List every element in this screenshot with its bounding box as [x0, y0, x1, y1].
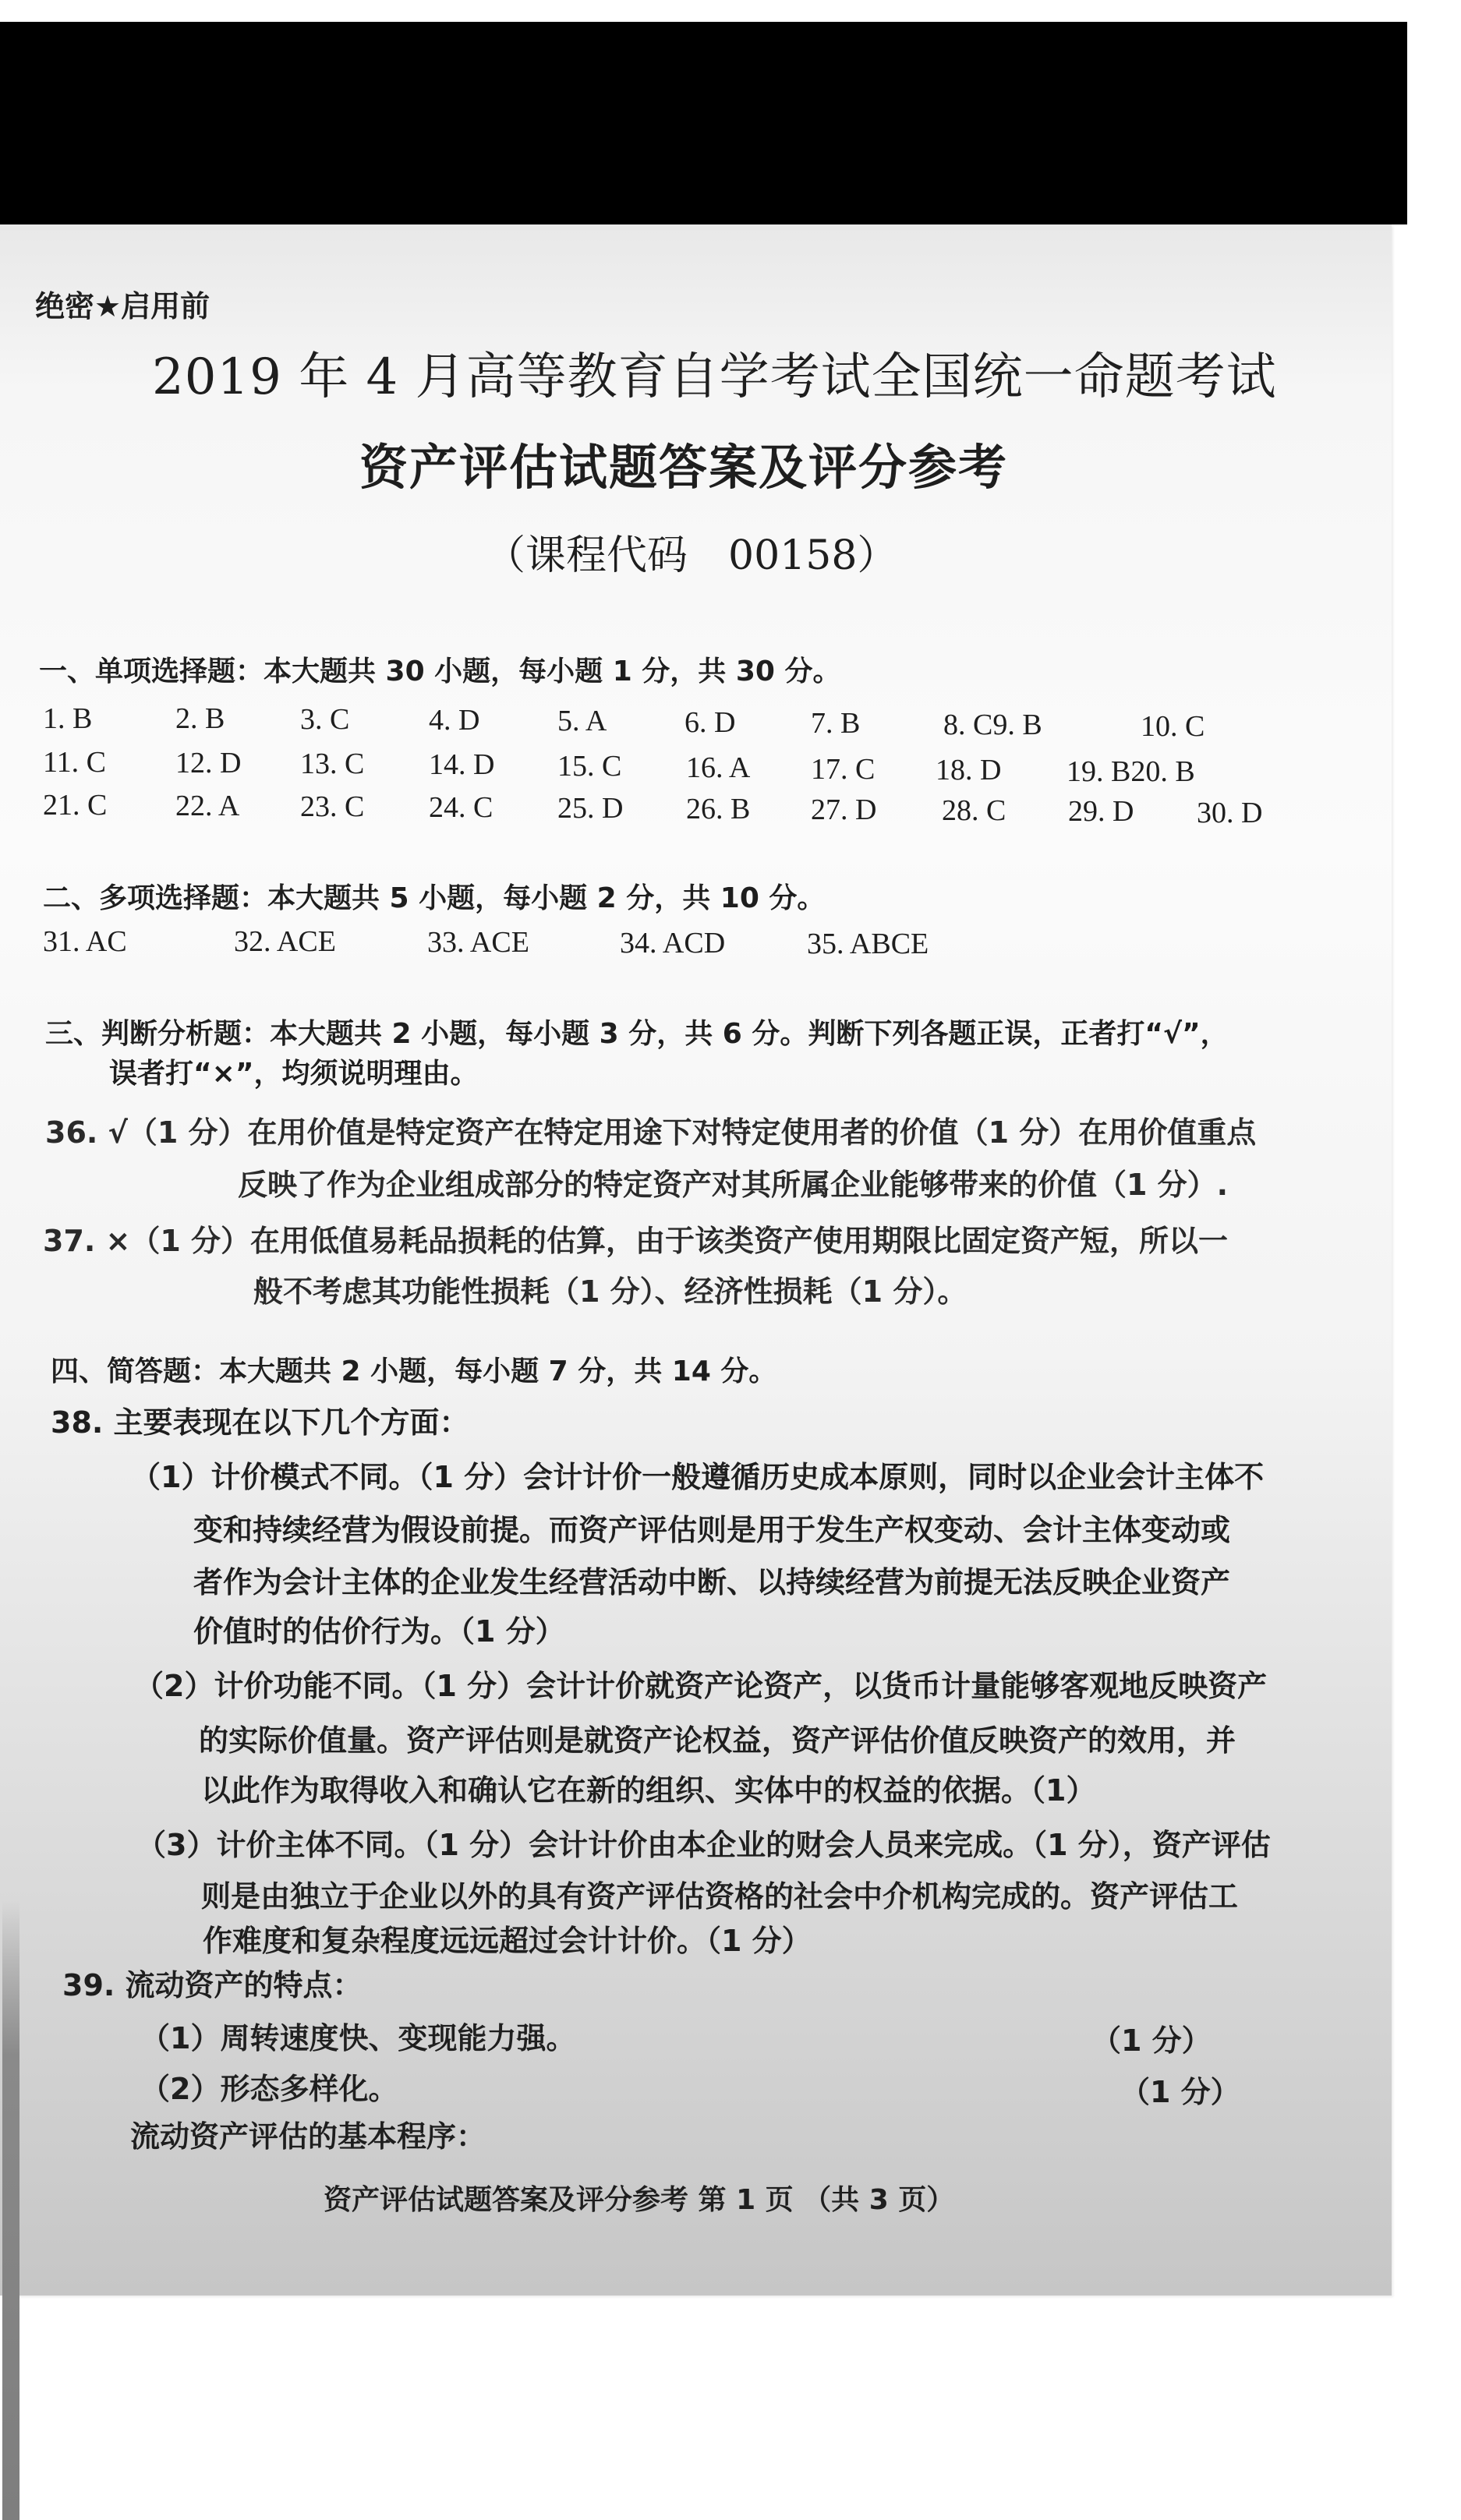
answer-item: 15. C [557, 750, 622, 783]
answer-item: 30. D [1197, 797, 1263, 829]
q39-procedure-heading: 流动资产评估的基本程序： [130, 2119, 486, 2154]
q38-point-line: （3）计价主体不同。（1 分）会计计价由本企业的财会人员来完成。（1 分），资产评估 [136, 1828, 1271, 1862]
section3-heading-cont: 误者打“×”，均须说明理由。 [109, 1058, 479, 1090]
answer-item: 29. D [1068, 795, 1134, 828]
answer-item: 10. C [1141, 710, 1205, 743]
answer-item: 13. C [300, 748, 365, 780]
section1-heading: 一、单项选择题：本大题共 30 小题，每小题 1 分，共 30 分。 [39, 656, 841, 687]
answer-item: 4. D [429, 704, 480, 737]
answer-item: 3. C [300, 703, 350, 736]
classification-label: 绝密★启用前 [35, 289, 210, 323]
section4-heading: 四、简答题：本大题共 2 小题，每小题 7 分，共 14 分。 [51, 1355, 777, 1387]
answer-item: 26. B [686, 793, 751, 825]
q39-point-text: （2）形态多样化。 [140, 2072, 398, 2106]
answer-item: 1. B [43, 702, 93, 735]
q39-point-score: （1 分） [1120, 2075, 1240, 2109]
answer-item: 23. C [300, 790, 365, 823]
answer-item: 12. D [175, 747, 242, 779]
q38-point-line: 的实际价值量。资产评估则是就资产论权益，资产评估价值反映资产的效用，并 [199, 1723, 1236, 1758]
q38-point-line: 则是由独立于企业以外的具有资产评估资格的社会中介机构完成的。资产评估工 [201, 1879, 1239, 1914]
q38-point-line: 以此作为取得收入和确认它在新的组织、实体中的权益的依据。（1） [201, 1773, 1096, 1808]
answer-item: 32. ACE [234, 925, 336, 958]
answer-item: 5. A [557, 705, 607, 737]
answer-item: 33. ACE [427, 926, 529, 959]
answer-item: 21. C [43, 789, 108, 822]
q36-answer: 36. √（1 分）在用价值是特定资产在特定用途下对特定使用者的价值（1 分）在用价值重点 [45, 1115, 1257, 1150]
answer-item: 25. D [557, 792, 624, 825]
q38-point-line: （2）计价功能不同。（1 分）会计计价就资产论资产，以货币计量能够客观地反映资产 [134, 1669, 1268, 1703]
q38-intro: 38. 主要表现在以下几个方面： [51, 1405, 469, 1440]
answer-item: 18. D [936, 754, 1002, 786]
q39-point-text: （1）周转速度快、变现能力强。 [140, 2021, 576, 2055]
answer-item: 11. C [43, 746, 106, 779]
answer-item: 27. D [811, 793, 877, 826]
exam-title: 2019 年 4 月高等教育自学考试全国统一命题考试 [152, 348, 1277, 406]
answer-item: 17. C [811, 753, 876, 786]
answer-item: 14. D [429, 748, 495, 781]
answer-item: 6. D [685, 706, 736, 739]
answer-item: 24. C [429, 791, 493, 824]
answer-item: 19. B20. B [1067, 755, 1195, 788]
page-footer: 资产评估试题答案及评分参考 第 1 页 （共 3 页） [324, 2184, 955, 2216]
answer-item: 8. C9. B [943, 709, 1042, 741]
q38-point-line: 者作为会计主体的企业发生经营活动中断、以持续经营为前提无法反映企业资产 [193, 1565, 1231, 1599]
q36-answer-cont: 反映了作为企业组成部分的特定资产对其所属企业能够带来的价值（1 分）. [238, 1168, 1229, 1202]
q38-point-line: 价值时的估价行为。（1 分） [193, 1614, 565, 1649]
q38-point-line: 变和持续经营为假设前提。而资产评估则是用于发生产权变动、会计主体变动或 [193, 1513, 1231, 1547]
answer-item: 2. B [175, 702, 225, 735]
answer-item: 35. ABCE [807, 928, 929, 960]
page-edge-shadow [2, 1900, 19, 2520]
answer-item: 34. ACD [620, 927, 726, 960]
answer-item: 22. A [175, 790, 240, 822]
redaction-bar [0, 22, 1407, 224]
q39-intro: 39. 流动资产的特点： [62, 1968, 363, 2002]
section2-heading: 二、多项选择题：本大题共 5 小题，每小题 2 分，共 10 分。 [43, 882, 826, 914]
answer-item: 31. AC [43, 925, 127, 958]
section3-heading: 三、判断分析题：本大题共 2 小题，每小题 3 分，共 6 分。判断下列各题正误，正者打“√”， [45, 1018, 1229, 1050]
q37-answer: 37. ×（1 分）在用低值易耗品损耗的估算，由于该类资产使用期限比固定资产短，所以一 [43, 1224, 1229, 1258]
answer-item: 7. B [811, 707, 861, 740]
q39-point-score: （1 分） [1091, 2023, 1212, 2058]
answer-item: 16. A [686, 751, 751, 784]
course-code: （课程代码 00158） [485, 532, 898, 579]
q38-point-line: 作难度和复杂程度远远超过会计计价。（1 分） [203, 1924, 812, 1958]
document-title: 资产评估试题答案及评分参考 [359, 439, 1009, 496]
q38-point-line: （1）计价模式不同。（1 分）会计计价一般遵循历史成本原则，同时以企业会计主体不 [131, 1460, 1265, 1494]
q37-answer-cont: 般不考虑其功能性损耗（1 分）、经济性损耗（1 分）。 [253, 1274, 968, 1309]
answer-item: 28. C [942, 794, 1006, 827]
